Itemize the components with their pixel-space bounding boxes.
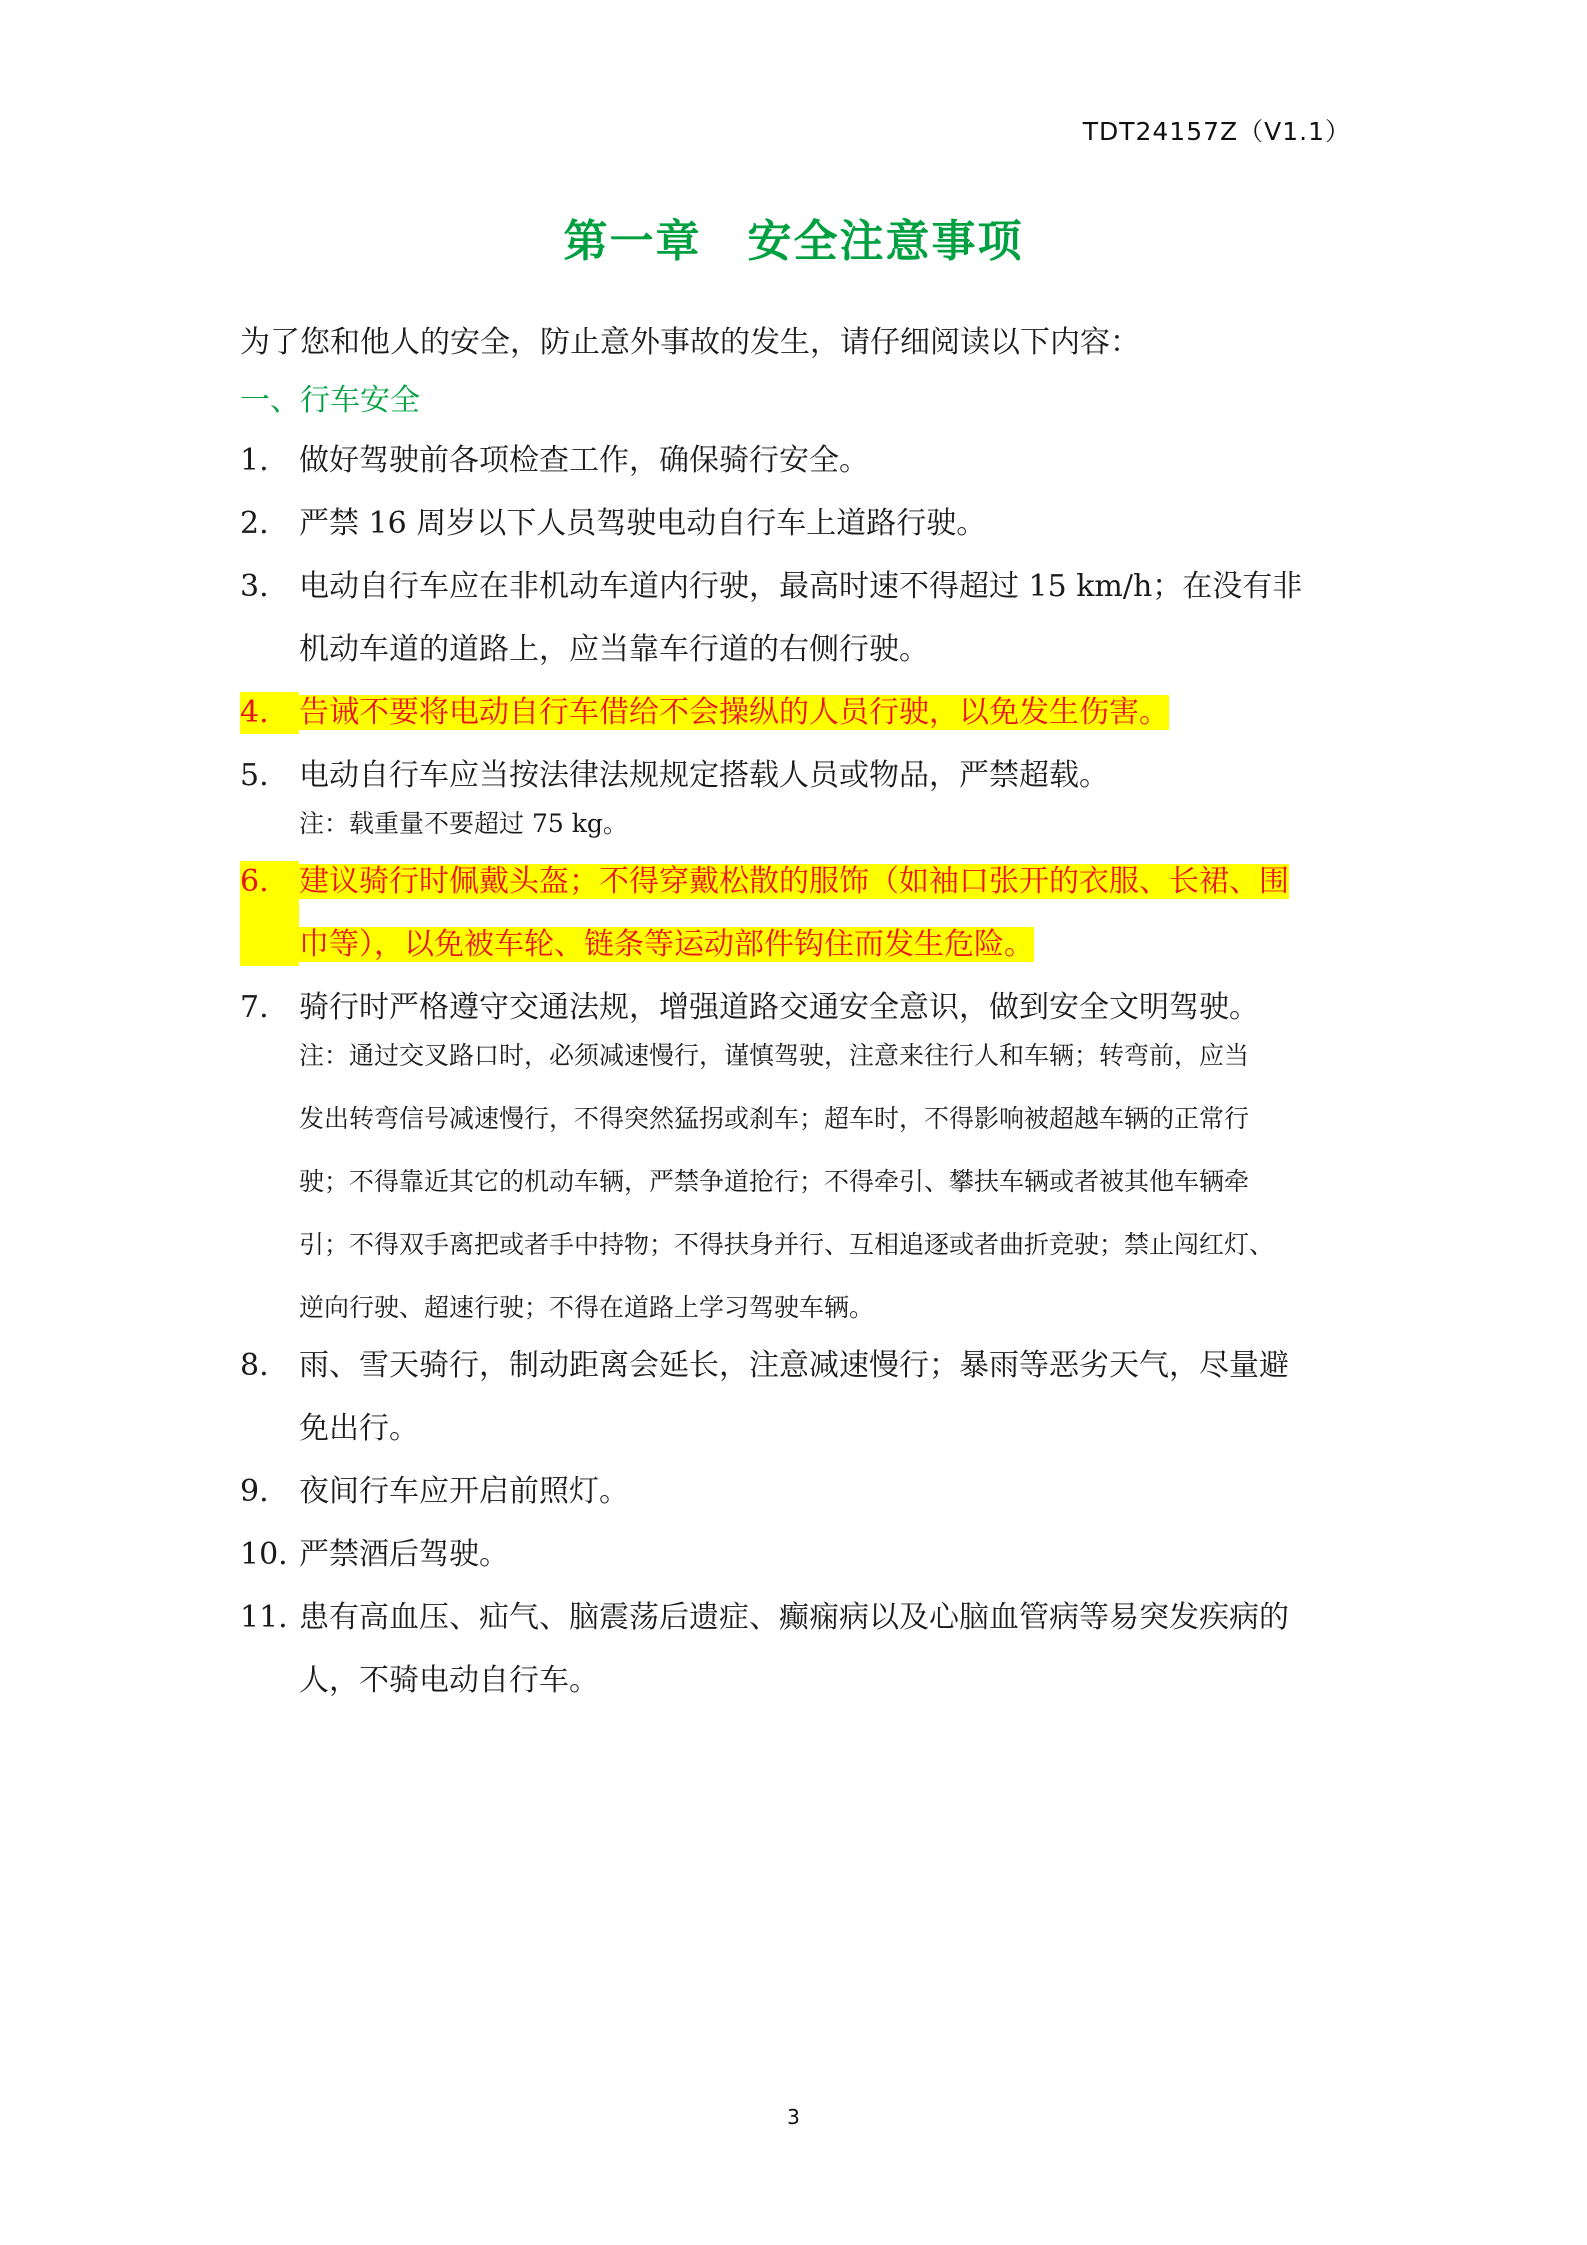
item-text: 雨、雪天骑行，制动距离会延长，注意减速慢行；暴雨等恶劣天气，尽量避 xyxy=(299,1348,1289,1383)
item-number: 4. xyxy=(240,692,299,734)
item-number: 6. xyxy=(240,861,299,966)
note-item-7 xyxy=(299,1039,1360,1325)
item-number: 1. xyxy=(240,443,269,478)
item-number: 11. xyxy=(240,1600,288,1635)
intro-paragraph: 为了您和他人的安全，防止意外事故的发生，请仔细阅读以下内容： xyxy=(240,325,1140,360)
chapter-title: 第一章 安全注意事项 xyxy=(563,216,1024,267)
page-number: 3 xyxy=(787,2105,800,2129)
item-text: 骑行时严格遵守交通法规，增强道路交通安全意识，做到安全文明驾驶。 xyxy=(299,990,1259,1025)
item-text: 巾等），以免被车轮、链条等运动部件钩住而发生危险。 xyxy=(299,927,1034,962)
item-text: 患有高血压、疝气、脑震荡后遗症、癫痫病以及心脑血管病等易突发疾病的 xyxy=(299,1600,1289,1635)
list-item-9 xyxy=(240,1471,1360,1513)
list-item-3 xyxy=(240,566,1360,671)
item-text: 做好驾驶前各项检查工作，确保骑行安全。 xyxy=(299,443,869,478)
document-code: TDT24157Z（V1.1） xyxy=(1082,117,1351,146)
note-line: 逆向行驶、超速行驶；不得在道路上学习驾驶车辆。 xyxy=(299,1293,875,1322)
note-line: 发出转弯信号减速慢行，不得突然猛拐或刹车；超车时，不得影响被超越车辆的正常行 xyxy=(299,1104,1250,1133)
list-item-6-warning xyxy=(240,861,1360,966)
item-text: 免出行。 xyxy=(299,1411,419,1446)
item-text: 人，不骑电动自行车。 xyxy=(299,1663,599,1698)
item-number: 10. xyxy=(240,1537,288,1572)
list-item-8 xyxy=(240,1345,1360,1450)
note-line: 驶；不得靠近其它的机动车辆，严禁争道抢行；不得牵引、攀扶车辆或者被其他车辆牵 xyxy=(299,1167,1250,1196)
list-item-11 xyxy=(240,1597,1360,1702)
list-item-2 xyxy=(240,503,1360,545)
item-number: 2. xyxy=(240,506,269,541)
note-line: 注：通过交叉路口时，必须减速慢行，谨慎驾驶，注意来往行人和车辆；转弯前，应当 xyxy=(299,1041,1250,1070)
list-item-5 xyxy=(240,755,1360,797)
note-item-5: 注：载重量不要超过 75 kg。 xyxy=(299,809,628,838)
item-text: 电动自行车应当按法律法规规定搭载人员或物品，严禁超载。 xyxy=(299,758,1109,793)
item-number: 3. xyxy=(240,569,269,604)
note-line: 引；不得双手离把或者手中持物；不得扶身并行、互相追逐或者曲折竞驶；禁止闯红灯、 xyxy=(299,1230,1275,1259)
section-heading: 一、行车安全 xyxy=(240,383,420,418)
item-text: 严禁酒后驾驶。 xyxy=(299,1537,509,1572)
item-text: 夜间行车应开启前照灯。 xyxy=(299,1474,629,1509)
item-text: 建议骑行时佩戴头盔；不得穿戴松散的服饰（如袖口张开的衣服、长裙、围 xyxy=(299,864,1289,899)
list-item-10 xyxy=(240,1534,1360,1576)
item-number: 8. xyxy=(240,1348,269,1383)
list-item-7 xyxy=(240,987,1360,1029)
item-number: 9. xyxy=(240,1474,269,1509)
list-item-1 xyxy=(240,440,1360,482)
item-number: 5. xyxy=(240,758,269,793)
item-number: 7. xyxy=(240,990,269,1025)
content-body xyxy=(240,322,1360,1723)
item-text: 严禁 16 周岁以下人员驾驶电动自行车上道路行驶。 xyxy=(299,506,987,541)
item-text: 电动自行车应在非机动车道内行驶，最高时速不得超过 15 km/h；在没有非 xyxy=(299,569,1303,604)
list-item-4-warning xyxy=(240,692,1360,734)
item-text: 告诫不要将电动自行车借给不会操纵的人员行驶，以免发生伤害。 xyxy=(299,695,1169,730)
item-text: 机动车道的道路上，应当靠车行道的右侧行驶。 xyxy=(299,632,929,667)
